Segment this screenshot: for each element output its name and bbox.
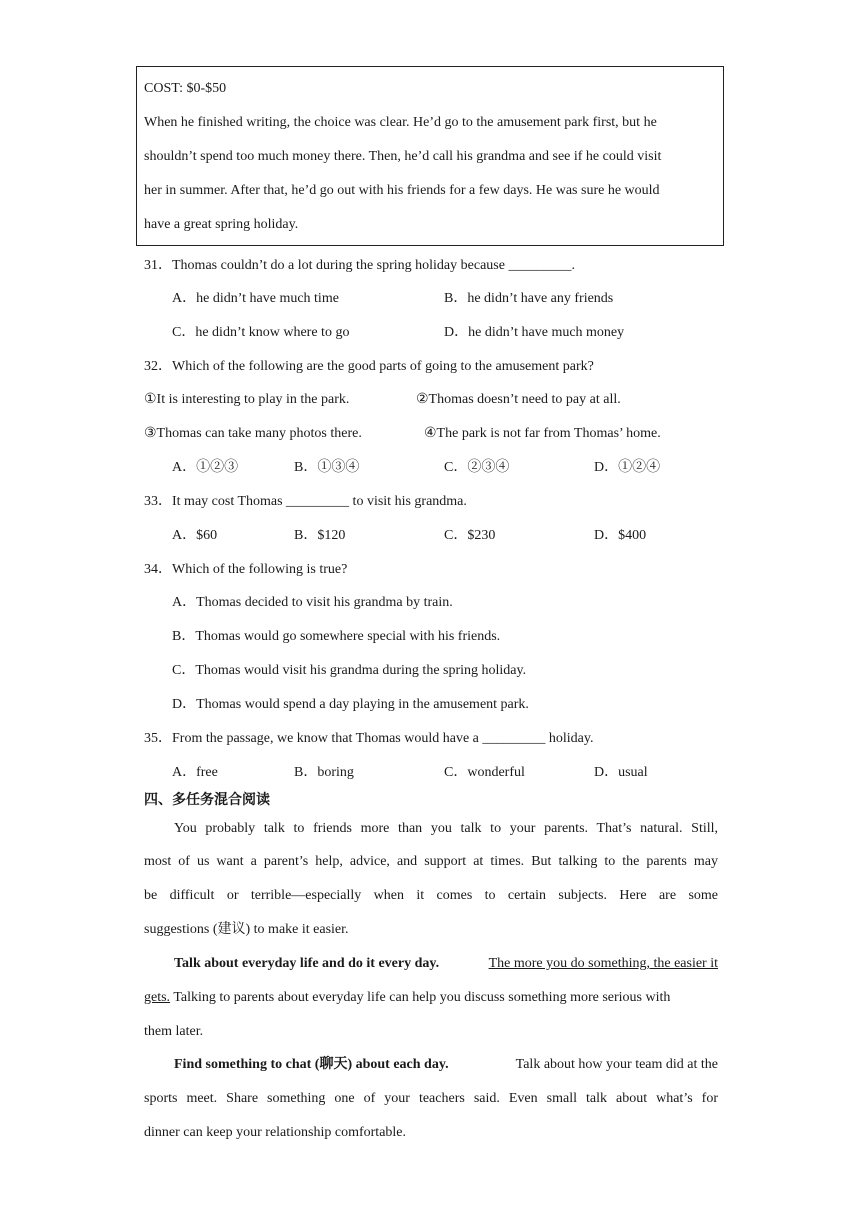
paragraph-1-line-4: suggestions (建议) to make it easier. (144, 922, 349, 937)
paragraph-3-bold-heading: Find something to chat (聊天) about each day. (174, 1057, 449, 1072)
question-35-option-a[interactable]: A．free (172, 765, 218, 780)
paragraph-1-line-2: most of us want a parent’s help, advice, and support at times. But talking to the parents may (144, 854, 718, 869)
passage-line-1: When he finished writing, the choice was clear. He’d go to the amusement park first, but he (144, 115, 657, 130)
paragraph-3-line-1 (174, 1056, 718, 1074)
question-33-option-c[interactable]: C．$230 (444, 528, 496, 543)
paragraph-3-body-start: Talk about how your team did at the (515, 1057, 718, 1072)
question-32-statement-3: ③Thomas can take many photos there. (144, 426, 362, 441)
question-33-option-d[interactable]: D．$400 (594, 528, 647, 543)
passage-line-3: her in summer. After that, he’d go out with his friends for a few days. He was sure he would (144, 183, 660, 198)
question-34-option-d[interactable]: D．Thomas would spend a day playing in the amusement park. (172, 697, 529, 712)
question-34-option-a[interactable]: A．Thomas decided to visit his grandma by train. (172, 595, 453, 610)
paragraph-2-underlined-sentence: The more you do something, the easier it (488, 956, 718, 971)
question-35-stem: 35．From the passage, we know that Thomas would have a _________ holiday. (144, 731, 594, 746)
paragraph-2-line-2 (144, 989, 670, 1007)
question-32-statement-2: ②Thomas doesn’t need to pay at all. (416, 392, 621, 407)
question-32-statement-4: ④The park is not far from Thomas’ home. (424, 426, 661, 441)
question-34-option-b[interactable]: B．Thomas would go somewhere special with his friends. (172, 629, 501, 644)
question-31-stem: 31．Thomas couldn’t do a lot during the spring holiday because _________. (144, 258, 575, 273)
paragraph-1-line-3: be difficult or terrible—especially when it comes to certain subjects. Here are some (144, 888, 718, 903)
paragraph-2-line-3: them later. (144, 1024, 204, 1039)
question-32-option-d[interactable]: D．①②④ (594, 460, 661, 475)
question-35-option-d[interactable]: D．usual (594, 765, 648, 780)
paragraph-3-line-3: dinner can keep your relationship comfortable. (144, 1125, 407, 1140)
question-31-option-a[interactable]: A．he didn’t have much time (172, 291, 339, 306)
question-35-option-b[interactable]: B．boring (294, 765, 354, 780)
paragraph-2-bold-heading: Talk about everyday life and do it every day. (174, 956, 440, 971)
cost-label: COST: $0-$50 (144, 81, 227, 96)
question-35-option-c[interactable]: C．wonderful (444, 765, 525, 780)
question-32-statement-1: ①It is interesting to play in the park. (144, 392, 350, 407)
question-33-stem: 33．It may cost Thomas _________ to visit his grandma. (144, 494, 467, 509)
paragraph-1-line-1: You probably talk to friends more than you talk to your parents. That’s natural. Still, (174, 821, 718, 836)
question-31-option-d[interactable]: D．he didn’t have much money (444, 325, 625, 340)
paragraph-2-line-1 (174, 955, 718, 973)
paragraph-2-underlined-end: gets. (144, 990, 171, 1005)
question-32-option-a[interactable]: A．①②③ (172, 460, 239, 475)
question-34-stem: 34．Which of the following is true? (144, 562, 348, 577)
question-33-option-a[interactable]: A．$60 (172, 528, 218, 543)
section-4-heading: 四、多任务混合阅读 (144, 792, 270, 808)
paragraph-2-body: Talking to parents about everyday life can help you discuss something more serious with (173, 990, 671, 1005)
passage-line-2: shouldn’t spend too much money there. Then, he’d call his grandma and see if he could visit (144, 149, 662, 164)
question-33-option-b[interactable]: B．$120 (294, 528, 346, 543)
question-31-option-c[interactable]: C．he didn’t know where to go (172, 325, 350, 340)
question-32-stem: 32．Which of the following are the good parts of going to the amusement park? (144, 359, 594, 374)
question-34-option-c[interactable]: C．Thomas would visit his grandma during the spring holiday. (172, 663, 527, 678)
passage-line-4: have a great spring holiday. (144, 217, 299, 232)
paragraph-3-line-2: sports meet. Share something one of your teachers said. Even small talk about what’s for (144, 1091, 718, 1106)
question-32-option-c[interactable]: C．②③④ (444, 460, 510, 475)
question-32-option-b[interactable]: B．①③④ (294, 460, 360, 475)
question-31-option-b[interactable]: B．he didn’t have any friends (444, 291, 614, 306)
